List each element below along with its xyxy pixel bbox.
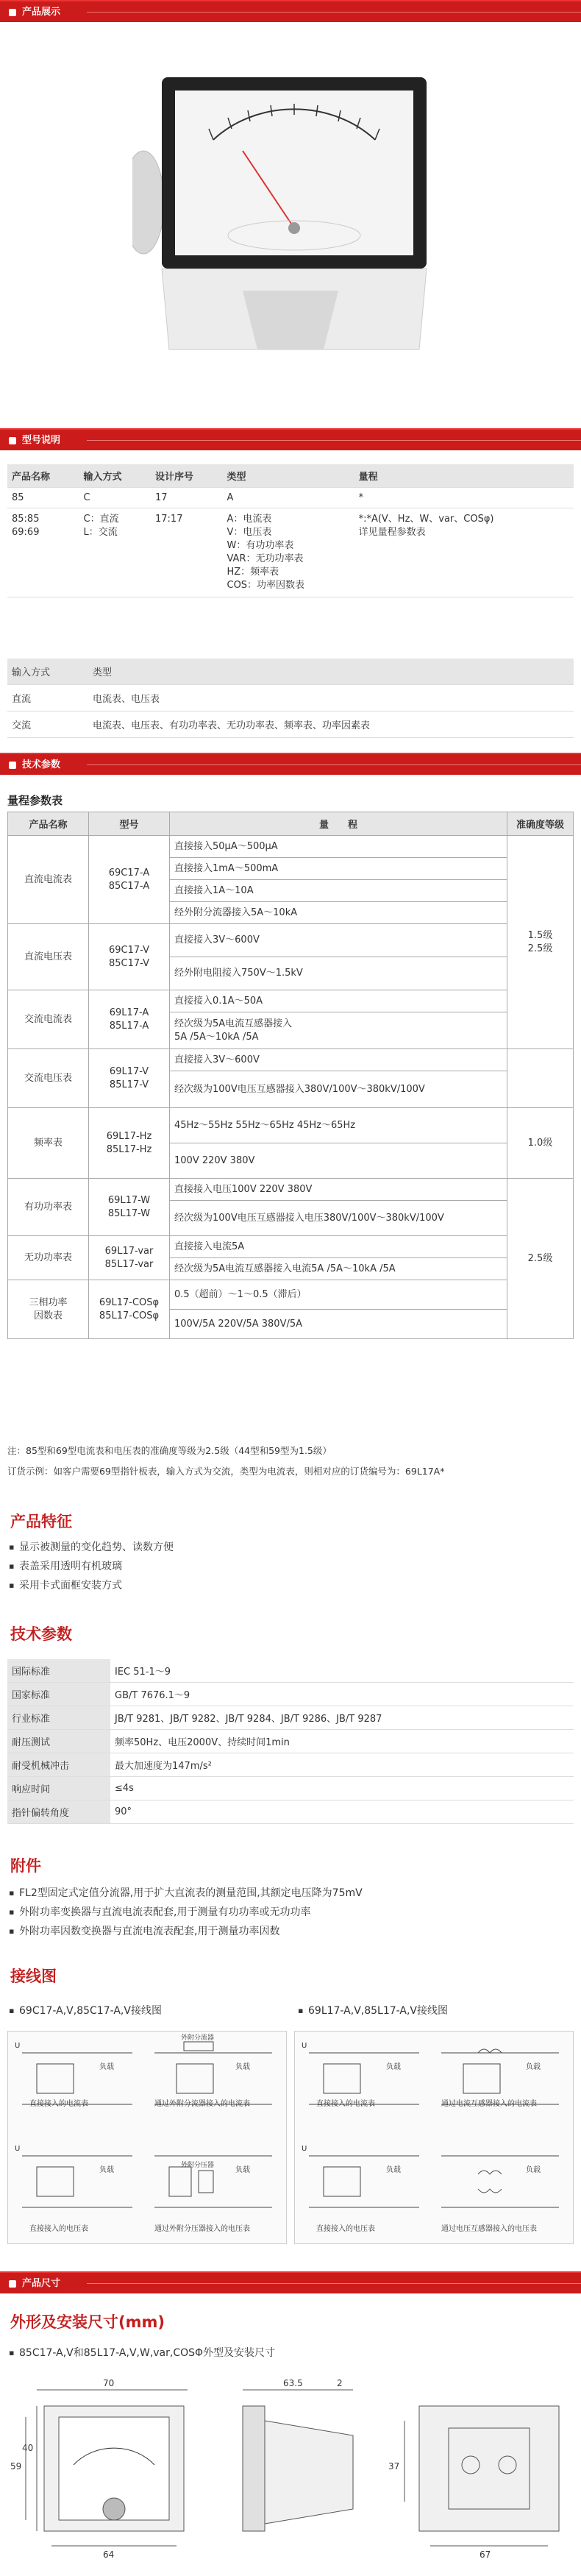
table-cell: *:*A(V、Hz、W、var、COSφ) 详见量程参数表: [354, 508, 574, 597]
range-cell: 直接接入1A～10A: [170, 880, 507, 902]
range-cell: 直接接入3V～600V: [170, 1049, 507, 1071]
product-name-cell: 交流电流表: [8, 990, 89, 1049]
model-cell: 69L17-A 85L17-A: [89, 990, 170, 1049]
wiring-caption-right-list: [298, 2001, 448, 2020]
banner-title: 型号说明: [22, 435, 61, 446]
accuracy-cell: 1.5级 2.5级: [507, 836, 574, 1049]
range-cell: 直接接入电流5A: [170, 1236, 507, 1258]
accuracy-cell: 2.5级: [507, 1179, 574, 1339]
table-cell: 直流: [7, 685, 88, 712]
input-method-table: [7, 659, 574, 738]
diagram-caption: 通过电流互感器接入的电流表: [441, 2100, 537, 2108]
banner-tech-params: [0, 753, 581, 775]
range-note: 注：85型和69型电流表和电压表的准确度等级为2.5级（44型和59型为1.5级）: [7, 1445, 332, 1456]
range-table: [7, 812, 574, 1339]
range-cell: 经次级为5A电流互感器接入电流5A /5A～10kA /5A: [170, 1258, 507, 1280]
tech-key: 指针偏转角度: [7, 1800, 110, 1824]
tech-value: 最大加速度为147m/s²: [110, 1753, 574, 1777]
table-cell: 交流: [7, 712, 88, 738]
header-cell: 输入方式: [7, 659, 88, 685]
diagram-u-label: U: [15, 2042, 21, 2050]
wiring-caption-left-list: [9, 2001, 162, 2020]
range-cell: 100V 220V 380V: [170, 1143, 507, 1179]
dim-label: 37: [388, 2461, 400, 2472]
table-cell: *: [354, 488, 574, 508]
diagram-u-label: U: [302, 2145, 307, 2153]
header-cell: 型号: [89, 812, 170, 836]
product-name-cell: 直流电压表: [8, 924, 89, 990]
meter-product-image: [132, 70, 456, 364]
header-cell: 类型: [88, 659, 574, 685]
dim-label: 64: [103, 2550, 115, 2560]
list-item: ▪ 外附功率因数变换器与直流电流表配套,用于测量功率因数: [9, 1922, 363, 1941]
diagram-load-label: 负载: [386, 2063, 401, 2071]
header-cell: 产品名称: [7, 464, 79, 488]
tech-table: [7, 1659, 574, 1824]
tech-key: 响应时间: [7, 1777, 110, 1800]
accessories-title: 附件: [10, 1857, 41, 1875]
tech-title: 技术参数: [10, 1625, 72, 1643]
diagram-u-label: U: [302, 2042, 307, 2050]
diagram-load-label: 负载: [235, 2063, 250, 2071]
diagram-caption: 通过外附分压器接入的电压表: [154, 2225, 250, 2233]
size-subtitle: ▪ 85C17-A,V和85L17-A,V,W,var,COSΦ外型及安装尺寸: [9, 2343, 275, 2363]
tech-key: 国家标准: [7, 1683, 110, 1706]
product-name-cell: 有功功率表: [8, 1179, 89, 1236]
banner-product-size: [0, 2271, 581, 2293]
model-table: [7, 464, 574, 597]
features-title: 产品特征: [10, 1513, 72, 1530]
range-cell: 直接接入0.1A～50A: [170, 990, 507, 1012]
tech-key: 国际标准: [7, 1659, 110, 1683]
model-cell: 69L17-var 85L17-var: [89, 1236, 170, 1280]
range-cell: 经次级为5A电流互感器接入 5A /5A～10kA /5A: [170, 1012, 507, 1049]
model-cell: 69C17-A 85C17-A: [89, 836, 170, 924]
range-cell: 直接接入50μA～500μA: [170, 836, 507, 858]
model-cell: 69L17-Hz 85L17-Hz: [89, 1108, 170, 1179]
diagram-load-label: 负载: [526, 2063, 541, 2071]
dim-label: 2: [337, 2378, 343, 2388]
model-cell: 69C17-V 85C17-V: [89, 924, 170, 990]
range-cell: 经次级为100V电压互感器接入380V/100V～380kV/100V: [170, 1071, 507, 1108]
wiring-caption-right: ▪ 69L17-A,V,85L17-A,V接线图: [298, 2001, 448, 2020]
tech-value: ≤4s: [110, 1777, 574, 1800]
header-cell: 量 程: [170, 812, 507, 836]
dim-label: 67: [480, 2550, 491, 2560]
header-cell: 输入方式: [79, 464, 152, 488]
list-item: ▪ 表盖采用透明有机玻璃: [9, 1557, 174, 1576]
product-name-cell: 三相功率 因数表: [8, 1280, 89, 1339]
product-name-cell: 频率表: [8, 1108, 89, 1179]
accuracy-cell-empty: [507, 1049, 574, 1108]
list-item: ▪ 显示被测量的变化趋势、读数方便: [9, 1538, 174, 1557]
table-cell: 85:85 69:69: [7, 508, 79, 597]
banner-title: 技术参数: [22, 759, 61, 770]
tech-value: 90°: [110, 1800, 574, 1824]
list-item: ▪ 外附功率变换器与直流电流表配套,用于测量有功功率或无功功率: [9, 1903, 363, 1922]
table-cell: C: [79, 488, 152, 508]
banner-model-desc: [0, 428, 581, 450]
diagram-shunt-label: 外附分流器: [181, 2034, 215, 2042]
tech-key: 耐受机械冲击: [7, 1753, 110, 1777]
tech-key: 耐压测试: [7, 1730, 110, 1753]
features-list: [9, 1538, 174, 1595]
range-cell: 直接接入1mA～500mA: [170, 858, 507, 880]
order-example: 订货示例：如客户需要69型指针板表，输入方式为交流，类型为电流表，则相对应的订货编号为：69L17A*: [7, 1466, 445, 1477]
table-cell: 电流表、电压表: [88, 685, 574, 712]
range-cell: 经外附电阻接入750V～1.5kV: [170, 957, 507, 990]
diagram-caption: 通过电压互感器接入的电压表: [441, 2225, 537, 2233]
table-cell: 17: [151, 488, 223, 508]
range-cell: 45Hz～55Hz 55Hz～65Hz 45Hz～65Hz: [170, 1108, 507, 1143]
diagram-load-label: 负载: [99, 2063, 114, 2071]
table-cell: A: [223, 488, 354, 508]
diagram-load-label: 负载: [386, 2166, 401, 2174]
table-cell: 85: [7, 488, 79, 508]
table-cell: 电流表、电压表、有功功率表、无功功率表、频率表、功率因素表: [88, 712, 574, 738]
dim-label: 70: [103, 2378, 115, 2388]
diagram-load-label: 负载: [526, 2166, 541, 2174]
wiring-title: 接线图: [10, 1968, 57, 1985]
tech-value: JB/T 9281、JB/T 9282、JB/T 9284、JB/T 9286、JB/T 9287: [110, 1706, 574, 1730]
header-cell: 量程: [354, 464, 574, 488]
range-cell: 0.5（超前）～1～0.5（滞后）: [170, 1280, 507, 1310]
table-cell: A：电流表 V：电压表 W：有功功率表 VAR：无功功率表 HZ：频率表 COS：功率因数表: [223, 508, 354, 597]
banner-title: 产品展示: [22, 7, 61, 18]
model-cell: 69L17-W 85L17-W: [89, 1179, 170, 1236]
dim-label: 59: [10, 2461, 22, 2472]
size-subtitle-list: [9, 2343, 275, 2363]
range-cell: 直接接入电压100V 220V 380V: [170, 1179, 507, 1201]
diagram-load-label: 负载: [235, 2166, 250, 2174]
tech-key: 行业标准: [7, 1706, 110, 1730]
wiring-caption-left: ▪ 69C17-A,V,85C17-A,V接线图: [9, 2001, 162, 2020]
diagram-divider-label: 外附分压器: [181, 2162, 215, 2169]
model-cell: 69L17-COSφ 85L17-COSφ: [89, 1280, 170, 1339]
header-cell: 类型: [223, 464, 354, 488]
product-name-cell: 直流电流表: [8, 836, 89, 924]
banner-product-show: [0, 0, 581, 22]
size-title: 外形及安装尺寸(mm): [10, 2313, 165, 2331]
range-cell: 100V/5A 220V/5A 380V/5A: [170, 1310, 507, 1339]
dim-label: 63.5: [283, 2378, 303, 2388]
tech-value: IEC 51-1～9: [110, 1659, 574, 1683]
diagram-caption: 直接接入的电流表: [316, 2100, 375, 2108]
range-table-title: 量程参数表: [7, 794, 63, 807]
accuracy-cell: 1.0级: [507, 1108, 574, 1179]
range-cell: 经次级为100V电压互感器接入电压380V/100V～380kV/100V: [170, 1201, 507, 1236]
diagram-caption: 通过外附分流器接入的电流表: [154, 2100, 250, 2108]
header-cell: 设计序号: [151, 464, 223, 488]
diagram-caption: 直接接入的电压表: [316, 2225, 375, 2233]
accessories-list: [9, 1884, 363, 1941]
range-cell: 经外附分流器接入5A～10kA: [170, 902, 507, 924]
dim-label: 40: [22, 2443, 34, 2453]
header-cell: 产品名称: [8, 812, 89, 836]
range-cell: 直接接入3V～600V: [170, 924, 507, 957]
diagram-u-label: U: [15, 2145, 21, 2153]
header-cell: 准确度等级: [507, 812, 574, 836]
diagram-load-label: 负载: [99, 2166, 114, 2174]
banner-title: 产品尺寸: [22, 2278, 61, 2289]
diagram-caption: 直接接入的电压表: [29, 2225, 88, 2233]
tech-value: GB/T 7676.1～9: [110, 1683, 574, 1706]
dimension-drawings: [7, 2377, 574, 2572]
list-item: ▪ 采用卡式面框安装方式: [9, 1576, 174, 1595]
table-cell: C：直流 L：交流: [79, 508, 152, 597]
product-name-cell: 无功功率表: [8, 1236, 89, 1280]
table-cell: 17:17: [151, 508, 223, 597]
tech-value: 频率50Hz、电压2000V、持续时间1min: [110, 1730, 574, 1753]
list-item: ▪ FL2型固定式定值分流器,用于扩大直流表的测量范围,其额定电压降为75mV: [9, 1884, 363, 1903]
product-name-cell: 交流电压表: [8, 1049, 89, 1108]
model-cell: 69L17-V 85L17-V: [89, 1049, 170, 1108]
diagram-caption: 直接接入的电流表: [29, 2100, 88, 2108]
